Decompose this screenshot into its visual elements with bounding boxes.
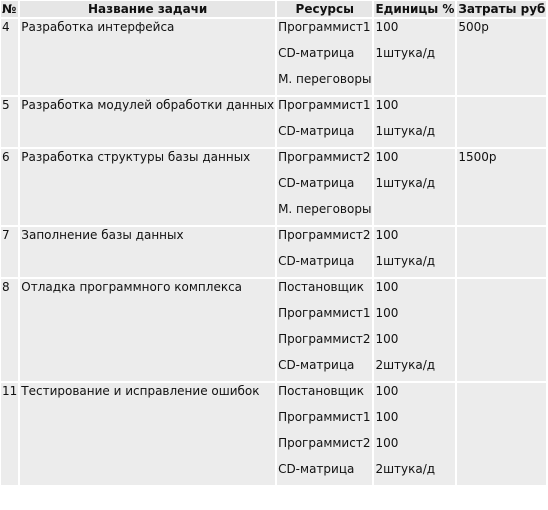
resource-item: CD-матрица xyxy=(278,462,355,476)
units-item: 100 xyxy=(375,20,399,34)
task-name: Тестирование и исправление ошибок xyxy=(20,383,275,485)
header-cost: Затраты руб xyxy=(458,2,546,16)
task-resources xyxy=(277,149,372,225)
table-row xyxy=(1,227,546,277)
task-name: Заполнение базы данных xyxy=(20,227,275,277)
task-units xyxy=(374,149,455,225)
task-num: 8 xyxy=(1,279,18,381)
resource-item: CD-матрица xyxy=(278,176,355,190)
task-cost xyxy=(457,279,546,381)
resource-item: Программист1 xyxy=(278,98,371,112)
resource-item: Программист2 xyxy=(278,228,371,242)
units-item: 2штука/д xyxy=(375,462,436,476)
units-item: 100 xyxy=(375,228,399,242)
resource-item: Программист2 xyxy=(278,436,371,450)
task-num: 11 xyxy=(1,383,18,485)
units-item: 2штука/д xyxy=(375,358,436,372)
header-row xyxy=(1,1,546,17)
task-name: Разработка модулей обработки данных xyxy=(20,97,275,147)
resource-item: Программист1 xyxy=(278,410,371,424)
resource-item: CD-матрица xyxy=(278,254,355,268)
header-task-name: Название задачи xyxy=(20,1,275,17)
header-units: Единицы % xyxy=(375,2,455,16)
units-item xyxy=(375,201,454,225)
units-item xyxy=(375,71,454,95)
resource-item: CD-матрица xyxy=(278,46,355,60)
units-item: 100 xyxy=(375,306,399,320)
units-item: 100 xyxy=(375,384,399,398)
resource-item: М. переговоры xyxy=(278,202,372,216)
task-cost xyxy=(457,227,546,277)
table-row xyxy=(1,383,546,485)
resource-item: М. переговоры xyxy=(278,72,372,86)
table-row xyxy=(1,279,546,381)
resource-item: CD-матрица xyxy=(278,358,355,372)
units-item: 100 xyxy=(375,410,399,424)
task-num: 5 xyxy=(1,97,18,147)
task-cost xyxy=(457,97,546,147)
task-cost xyxy=(457,383,546,485)
task-name: Разработка интерфейса xyxy=(20,19,275,95)
task-units xyxy=(374,279,455,381)
resource-item: Программист2 xyxy=(278,150,371,164)
task-num: 6 xyxy=(1,149,18,225)
task-resources xyxy=(277,279,372,381)
units-item: 1штука/д xyxy=(375,124,436,138)
table-row xyxy=(1,19,546,95)
task-name: Разработка структуры базы данных xyxy=(20,149,275,225)
resource-item: Постановщик xyxy=(278,280,364,294)
table-row xyxy=(1,149,546,225)
task-units xyxy=(374,97,455,147)
resource-item: Программист2 xyxy=(278,332,371,346)
task-resources xyxy=(277,227,372,277)
resource-item: Постановщик xyxy=(278,384,364,398)
task-units xyxy=(374,383,455,485)
units-item: 1штука/д xyxy=(375,176,436,190)
task-num: 7 xyxy=(1,227,18,277)
resource-item: Программист1 xyxy=(278,306,371,320)
resource-item: Программист1 xyxy=(278,20,371,34)
task-cost: 500р xyxy=(457,19,546,95)
table-row xyxy=(1,97,546,147)
units-item: 100 xyxy=(375,280,399,294)
task-units xyxy=(374,19,455,95)
units-item: 100 xyxy=(375,332,399,346)
units-item: 1штука/д xyxy=(375,254,436,268)
units-item: 100 xyxy=(375,150,399,164)
header-resources: Ресурсы xyxy=(277,1,372,17)
task-name: Отладка программного комплекса xyxy=(20,279,275,381)
units-item: 100 xyxy=(375,436,399,450)
resource-item: CD-матрица xyxy=(278,124,355,138)
task-resources xyxy=(277,19,372,95)
task-resources xyxy=(277,97,372,147)
task-resources xyxy=(277,383,372,485)
task-units xyxy=(374,227,455,277)
units-item: 1штука/д xyxy=(375,46,436,60)
task-num: 4 xyxy=(1,19,18,95)
header-num: № xyxy=(2,2,17,16)
units-item: 100 xyxy=(375,98,399,112)
task-cost: 1500р xyxy=(457,149,546,225)
